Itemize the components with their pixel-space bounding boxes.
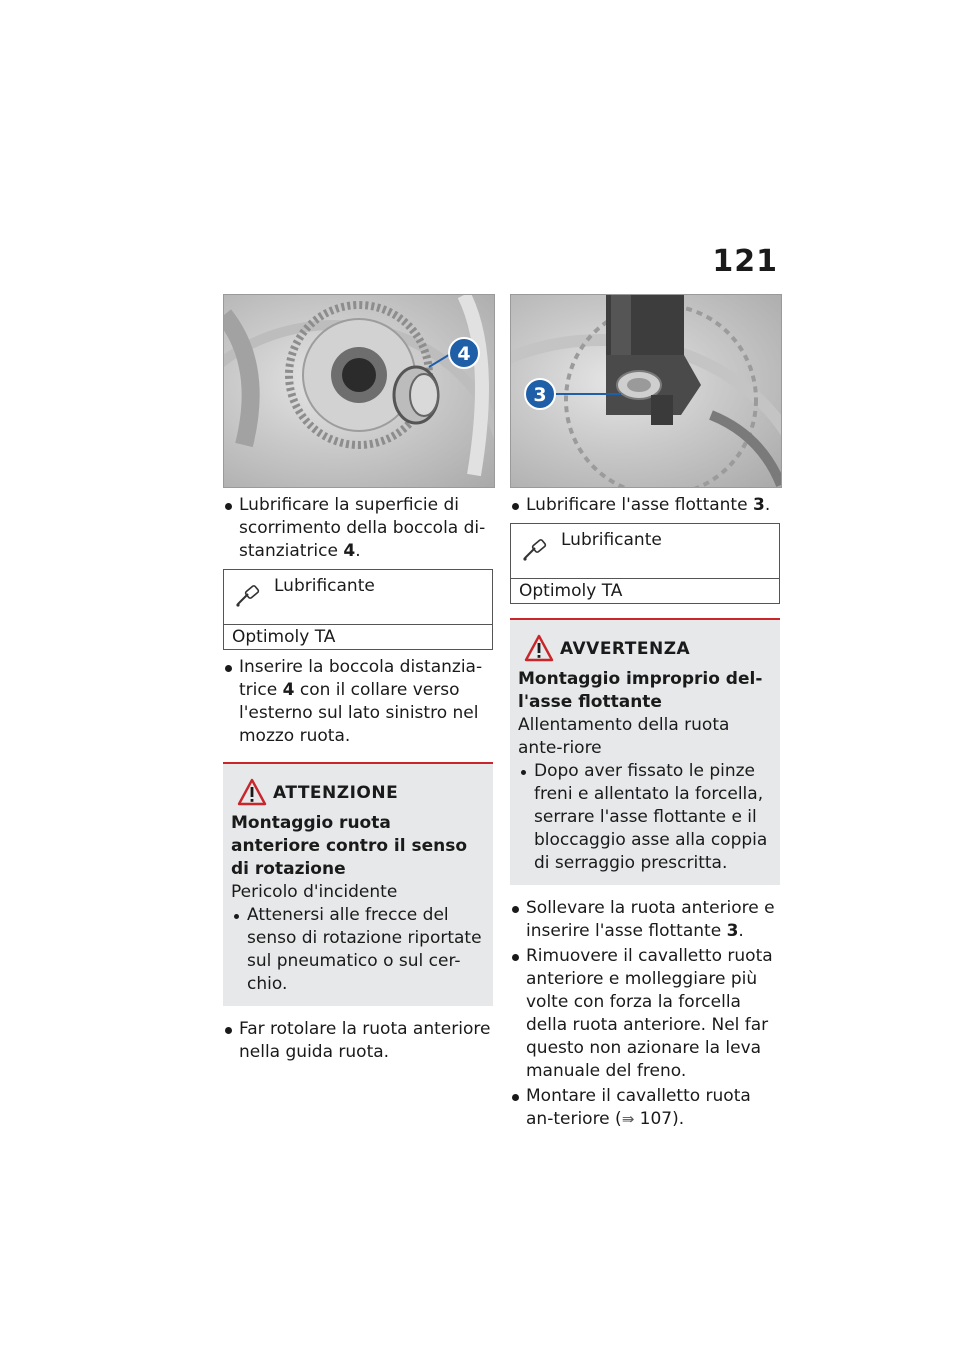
figure-label-4: 4	[457, 343, 471, 365]
lubricant-box	[223, 569, 493, 650]
caution-consequence: Pericolo d'incidente	[231, 882, 398, 902]
step-text: Lubrificare la superficie di scorrimento della boccola di-stanziatrice	[239, 495, 486, 561]
step-mount-stand	[510, 1085, 780, 1131]
step-text: Lubrificare l'asse flottante	[526, 495, 748, 515]
part-ref: 4	[282, 680, 295, 700]
step-text: Inserire la boccola distanzia-trice	[239, 657, 483, 700]
caution-box	[223, 762, 493, 1006]
figure-spacer-bushing	[223, 294, 495, 488]
warning-heading: Montaggio improprio del-l'asse flottante	[518, 669, 763, 712]
warning-box	[510, 618, 780, 885]
page-reference-arrow-icon: ⇛	[621, 1110, 635, 1128]
step-lubricate-bushing: Lubrificare la superficie di scorrimento della boccola di-stanziatrice 4.	[223, 494, 493, 563]
part-ref: 4	[343, 541, 356, 561]
page-number: 121	[712, 244, 778, 279]
right-column	[510, 294, 780, 1131]
lubricant-title: Lubrificante	[274, 576, 375, 596]
wheel-hub-illustration	[224, 295, 494, 487]
fork-axle-illustration	[511, 295, 781, 487]
caution-title: ATTENZIONE	[273, 783, 399, 803]
figure-floating-axle	[510, 294, 782, 488]
step-remove-stand: Rimuovere il cavalletto ruota anteriore e molleggiare più volte con forza la forcella della ruota anteriore. Nel far questo non azionare la leva manuale del freno.	[510, 945, 780, 1083]
step-lubricate-axle: Lubrificare l'asse flottante 3.	[510, 494, 780, 517]
lubricant-product: Optimoly TA	[224, 624, 492, 649]
lubricant-box	[510, 523, 780, 604]
part-ref: 3	[752, 495, 765, 515]
page-reference[interactable]: 107	[639, 1109, 673, 1129]
left-column	[223, 294, 493, 1064]
lubricant-title: Lubrificante	[561, 530, 662, 550]
caution-action: Attenersi alle frecce del senso di rotazione riportate sul pneumatico o sul cer-chio.	[231, 904, 485, 996]
figure-label-3: 3	[533, 384, 547, 406]
caution-heading: Montaggio ruota anteriore contro il senso di rotazione	[231, 813, 468, 879]
step-text: con il collare verso l'esterno sul lato sinistro nel mozzo ruota.	[239, 680, 479, 746]
step-roll-wheel: Far rotolare la ruota anteriore nella guida ruota.	[223, 1018, 493, 1064]
step-insert-bushing	[223, 656, 493, 748]
warning-action: Dopo aver fissato le pinze freni e allentato la forcella, serrare l'asse flottante e il bloccaggio asse alla coppia di serraggio prescritta.	[518, 760, 772, 875]
warning-title: AVVERTENZA	[560, 639, 691, 659]
lubricant-icon	[234, 584, 264, 612]
step-raise-wheel: Sollevare la ruota anteriore e inserire l'asse flottante 3.	[510, 897, 780, 943]
lubricant-icon	[521, 538, 551, 566]
lubricant-product: Optimoly TA	[511, 578, 779, 603]
step-text: Montare il cavalletto ruota an-teriore (	[526, 1086, 751, 1129]
step-text: Sollevare la ruota anteriore e inserire l'asse flottante	[526, 898, 775, 941]
warning-triangle-icon	[524, 634, 554, 669]
warning-consequence: Allentamento della ruota ante-riore	[518, 715, 730, 758]
step-text: ).	[672, 1109, 685, 1129]
part-ref: 3	[726, 921, 739, 941]
warning-triangle-icon	[237, 778, 267, 813]
